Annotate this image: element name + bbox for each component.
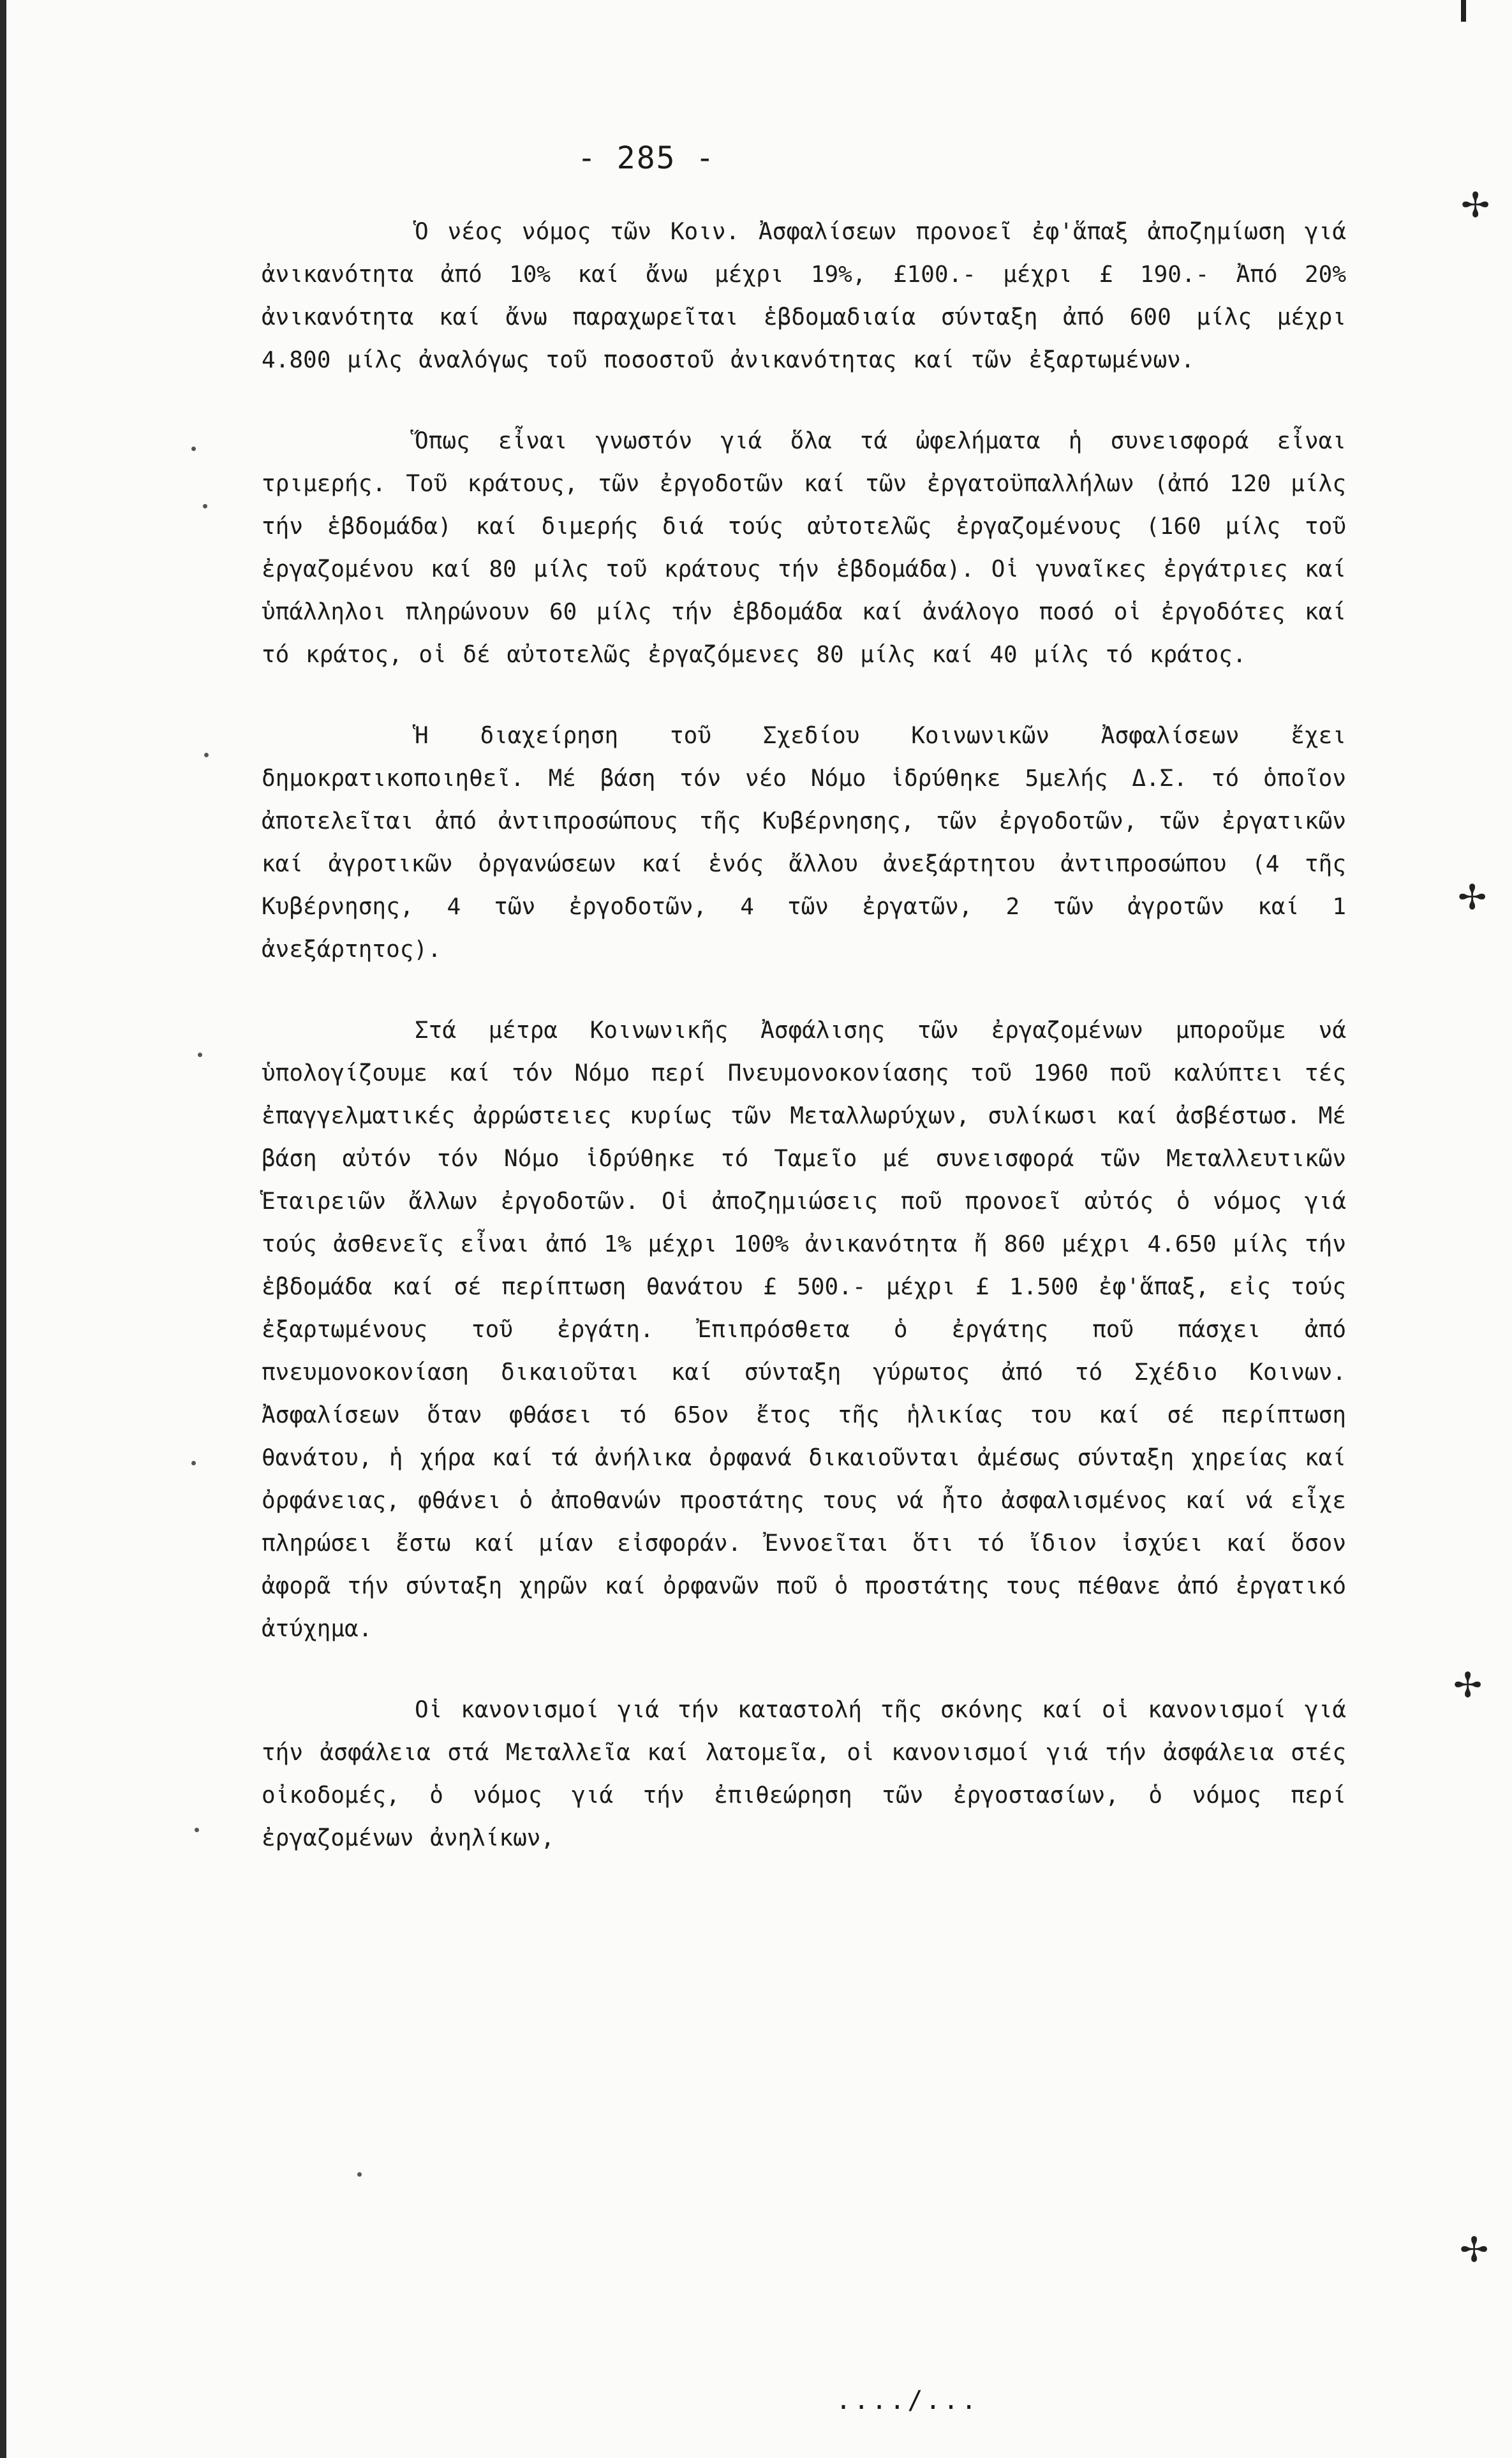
paragraph-regulations: Οἱ κανονισμοί γιά τήν καταστολή τῆς σκόνης καί οἱ κανονισμοί γιά τήν ἀσφάλεια στά Μεταλλεῖα καί λατομεῖα, οἱ κανονισμοί γιά τήν ἀσφάλεια στές οἰκοδομές, ὁ νόμος γιά τήν ἐπιθεώρηση τῶν ἐργοστασίων, ὁ νόμος περί ἐργαζομένων ἀνηλίκων,: [262, 1697, 1346, 1851]
scan-corner-mark: [1461, 0, 1466, 22]
paragraph-contributions: Ὅπως εἶναι γνωστόν γιά ὅλα τά ὠφελήματα ἡ συνεισφορά εἶναι τριμερής. Τοῦ κράτους, τῶν ἐργοδοτῶν καί τῶν ἐργατοϋπαλλήλων (ἀπό 120 μίλς τήν ἑβδομάδα) καί διμερής διά τούς αὐτοτελῶς ἐργαζομένους (160 μίλς τοῦ ἐργαζομένου καί 80 μίλς τοῦ κράτους τήν ἑβδομάδα). Οἱ γυναῖκες ἐργάτριες καί ὑπάλληλοι πληρώνουν 60 μίλς τήν ἑβδομάδα καί ἀνάλογο ποσό οἱ ἐργοδότες καί τό κράτος, οἱ δέ αὐτοτελῶς ἐργαζόμενες 80 μίλς καί 40 μίλς τό κράτος.: [262, 428, 1346, 668]
scan-edge: [0, 0, 6, 2458]
margin-mark-icon: ✢: [1461, 185, 1490, 225]
margin-mark-icon: ✢: [1460, 2230, 1489, 2270]
continuation-mark: ..../...: [836, 2386, 979, 2415]
scan-speck: [198, 1053, 202, 1057]
page-number: - 285 -: [577, 140, 716, 176]
scan-speck: [191, 1461, 196, 1465]
margin-mark-icon: ✢: [1453, 1665, 1483, 1705]
paragraph-pneumoconiosis: Στά μέτρα Κοινωνικῆς Ἀσφάλισης τῶν ἐργαζομένων μποροῦμε νά ὑπολογίζουμε καί τόν Νόμο περί Πνευμονοκονίασης τοῦ 1960 ποῦ καλύπτει τές ἐπαγγελματικές ἀρρώστειες κυρίως τῶν Μεταλλωρύχων, συλίκωσι καί ἀσβέστωσ. Μέ βάση αὐτόν τόν Νόμο ἱδρύθηκε τό Ταμεῖο μέ συνεισφορά τῶν Μεταλλευτικῶν Ἑταιρειῶν ἄλλων ἐργοδοτῶν. Οἱ ἀποζημιώσεις ποῦ προνοεῖ αὐτός ὁ νόμος γιά τούς ἀσθενεῖς εἶναι ἀπό 1% μέχρι 100% ἀνικανότητα ἤ 860 μέχρι 4.650 μίλς τήν ἑβδομάδα καί σέ περίπτωση θανάτου £ 500.- μέχρι £ 1.500 ἐφ'ἅπαξ, εἰς τούς ἐξαρτωμένους τοῦ ἐργάτη. Ἐπιπρόσθετα ὁ ἐργάτης ποῦ πάσχει ἀπό πνευμονοκονίαση δικαιοῦται καί σύνταξη γύρωτος ἀπό τό Σχέδιο Κοινων. Ἀσφαλίσεων ὅταν φθάσει τό 65ον ἔτος τῆς ἡλικίας του καί σέ περίπτωση θανάτου, ἡ χήρα καί τά ἀνήλικα ὀρφανά δικαιοῦνται ἀμέσως σύνταξη χηρείας καί ὀρφάνειας, φθάνει ὁ ἀποθανών προστάτης τους νά ἦτο ἀσφαλισμένος καί νά εἶχε πληρώσει ἔστω καί μίαν εἰσφοράν. Ἐννοεῖται ὅτι τό ἴδιον ἰσχύει καί ὅσον ἀφορᾶ τήν σύνταξη χηρῶν καί ὀρφανῶν ποῦ ὁ προστάτης τους πέθανε ἀπό ἐργατικό ἀτύχημα.: [262, 1018, 1346, 1642]
margin-mark-icon: ✢: [1458, 877, 1487, 917]
scan-speck: [204, 753, 209, 757]
scan-speck: [203, 504, 207, 508]
scan-speck: [191, 447, 196, 451]
scan-speck: [195, 1828, 199, 1832]
paragraph-administration: Ἡ διαχείρηση τοῦ Σχεδίου Κοινωνικῶν Ἀσφαλίσεων ἔχει δημοκρατικοποιηθεῖ. Μέ βάση τόν νέο Νόμο ἱδρύθηκε 5μελής Δ.Σ. τό ὁποῖον ἀποτελεῖται ἀπό ἀντιπροσώπους τῆς Κυβέρνησης, τῶν ἐργοδοτῶν, τῶν ἐργατικῶν καί ἀγροτικῶν ὀργανώσεων καί ἑνός ἄλλου ἀνεξάρτητου ἀντιπροσώπου (4 τῆς Κυβέρνησης, 4 τῶν ἐργοδοτῶν, 4 τῶν ἐργατῶν, 2 τῶν ἀγροτῶν καί 1 ἀνεξάρτητος).: [262, 723, 1346, 963]
scan-speck: [357, 2172, 362, 2177]
paragraph-compensation: Ὁ νέος νόμος τῶν Κοιν. Ἀσφαλίσεων προνοεῖ ἐφ'ἅπαξ ἀποζημίωση γιά ἀνικανότητα ἀπό 10% καί ἄνω μέχρι 19%, £100.- μέχρι £ 190.- Ἀπό 20% ἀνικανότητα καί ἄνω παραχωρεῖται ἑβδομαδιαία σύνταξη ἀπό 600 μίλς μέχρι 4.800 μίλς ἀναλόγως τοῦ ποσοστοῦ ἀνικανότητας καί τῶν ἐξαρτωμένων.: [262, 219, 1346, 373]
document-body: [262, 211, 1346, 1860]
